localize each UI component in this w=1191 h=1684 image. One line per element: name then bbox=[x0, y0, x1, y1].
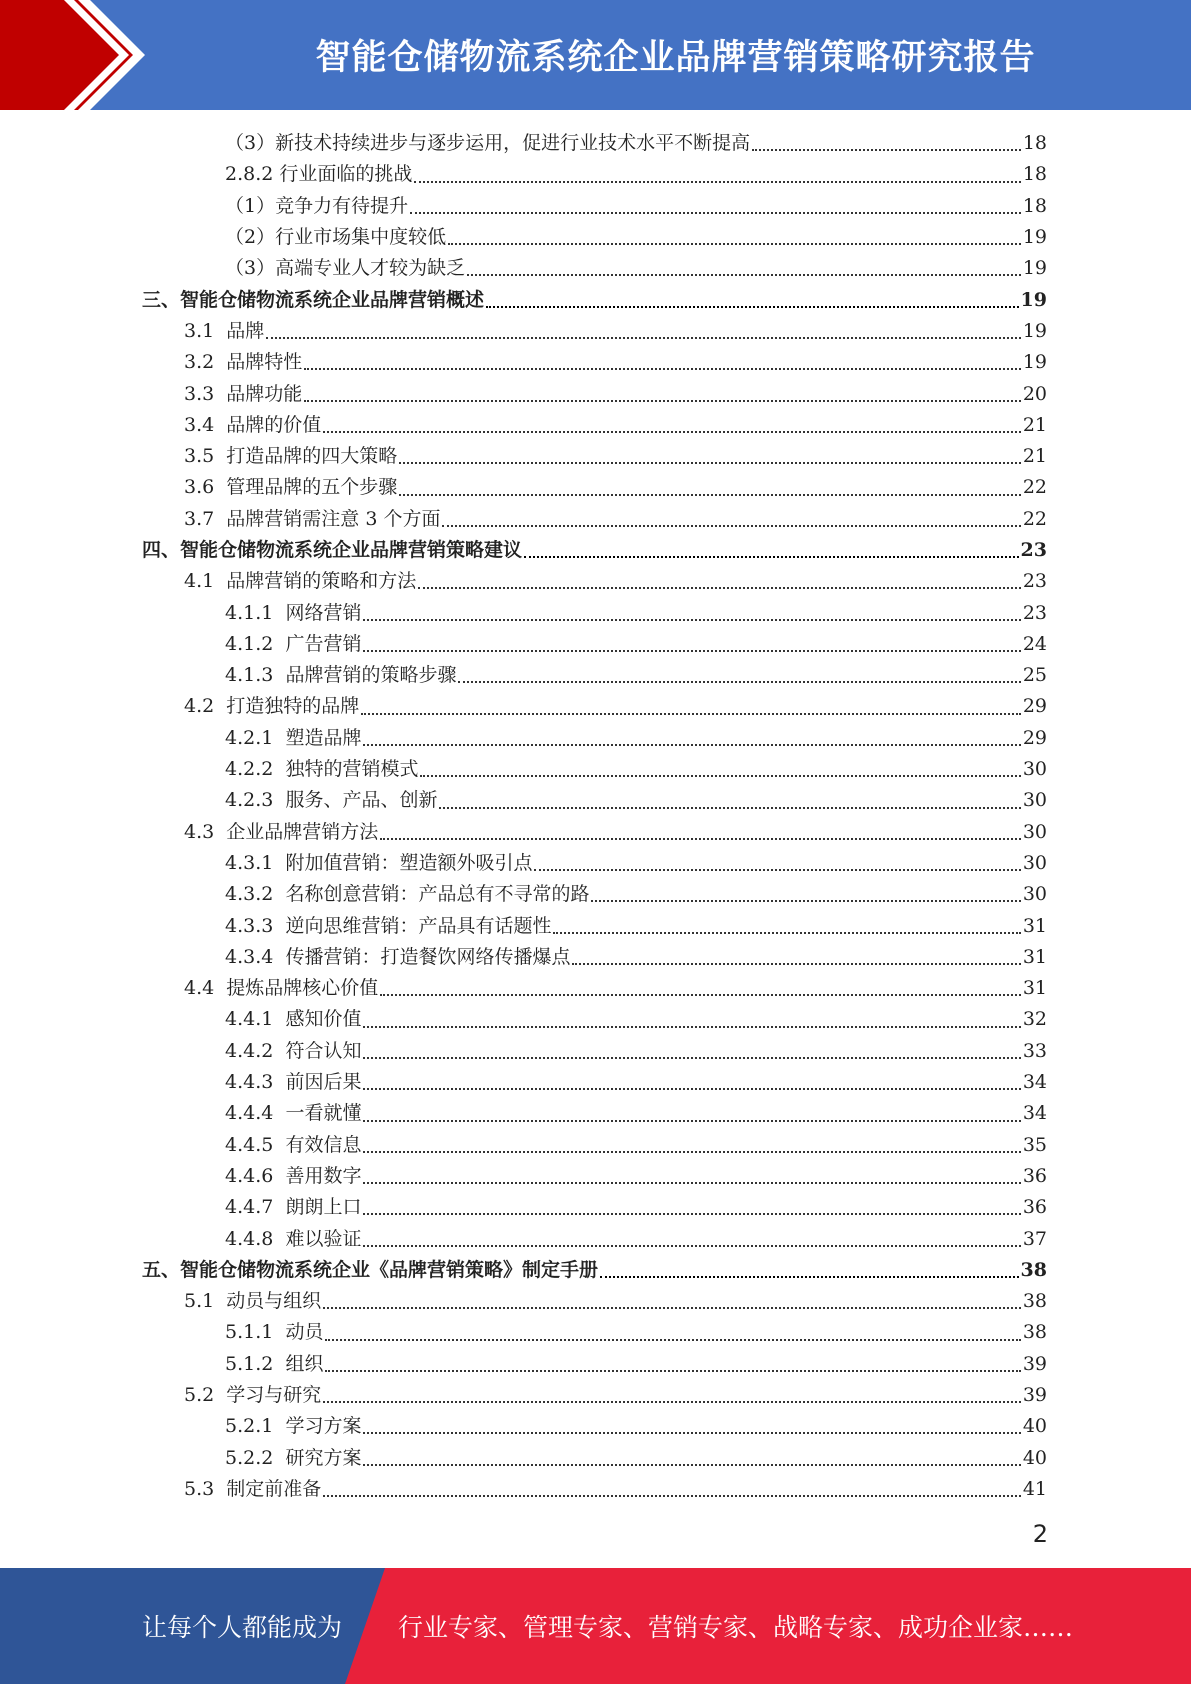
toc-entry[interactable] bbox=[142, 879, 1047, 910]
toc-entry-page: 38 bbox=[1022, 1290, 1047, 1313]
toc-entry-page: 20 bbox=[1022, 382, 1047, 405]
toc-entry-title: 品牌功能 bbox=[226, 382, 303, 405]
toc-entry-page: 30 bbox=[1022, 789, 1047, 812]
report-title: 智能仓储物流系统企业品牌营销策略研究报告 bbox=[315, 38, 1036, 78]
toc-entry-number: 4.1.2 bbox=[225, 632, 286, 655]
toc-entry-number: 4.4.5 bbox=[225, 1133, 286, 1156]
page-number: 2 bbox=[1032, 1520, 1048, 1548]
toc-entry-page: 18 bbox=[1022, 194, 1047, 217]
toc-dot-leader bbox=[363, 1181, 1020, 1184]
toc-dot-leader bbox=[399, 493, 1021, 496]
toc-entry[interactable] bbox=[142, 566, 1047, 597]
toc-entry-title: 企业品牌营销方法 bbox=[226, 820, 379, 843]
toc-entry-title: 符合认知 bbox=[285, 1039, 362, 1062]
toc-entry-page: 19 bbox=[1022, 257, 1047, 280]
toc-entry-number: 3.7 bbox=[184, 507, 227, 530]
toc-entry-title: 品牌营销需注意 3 个方面 bbox=[226, 507, 441, 530]
toc-entry-page: 39 bbox=[1022, 1352, 1047, 1375]
toc-entry-title: 传播营销：打造餐饮网络传播爆点 bbox=[285, 945, 571, 968]
toc-entry-page: 30 bbox=[1022, 851, 1047, 874]
toc-entry-number: 4.1.3 bbox=[225, 664, 286, 687]
toc-entry-page: 25 bbox=[1022, 664, 1047, 687]
toc-entry-number: 4.3.1 bbox=[225, 851, 286, 874]
toc-dot-leader bbox=[572, 962, 1020, 965]
toc-entry-title: 品牌 bbox=[226, 319, 265, 342]
toc-dot-leader bbox=[410, 211, 1021, 214]
toc-entry-title: 品牌营销的策略和方法 bbox=[226, 570, 417, 593]
toc-entry-number: 3.1 bbox=[184, 319, 227, 342]
toc-entry[interactable] bbox=[142, 222, 1047, 253]
toc-entry-page: 31 bbox=[1022, 945, 1047, 968]
toc-entry-page: 30 bbox=[1022, 883, 1047, 906]
toc-entry-number: 3.2 bbox=[184, 351, 227, 374]
toc-entry-page: 38 bbox=[1020, 1258, 1047, 1281]
table-of-contents bbox=[142, 128, 1047, 1505]
toc-dot-leader bbox=[363, 743, 1020, 746]
toc-entry[interactable] bbox=[142, 1004, 1047, 1035]
toc-entry-number: 4.1.1 bbox=[225, 601, 286, 624]
toc-entry-page: 18 bbox=[1022, 132, 1047, 155]
page-footer bbox=[0, 1568, 1191, 1684]
toc-entry-page: 37 bbox=[1022, 1227, 1047, 1250]
toc-entry-page: 34 bbox=[1022, 1071, 1047, 1094]
toc-dot-leader bbox=[323, 1306, 1021, 1309]
toc-entry-title: 前因后果 bbox=[285, 1071, 362, 1094]
toc-entry-number: 4.4.7 bbox=[225, 1196, 286, 1219]
footer-slogan-right: 行业专家、管理专家、营销专家、战略专家、成功企业家…… bbox=[398, 1613, 1074, 1642]
footer-slogan-left: 让每个人都能成为 bbox=[142, 1613, 343, 1642]
toc-entry[interactable] bbox=[142, 159, 1047, 190]
toc-entry[interactable] bbox=[142, 629, 1047, 660]
toc-entry-number: 4.3.4 bbox=[225, 945, 286, 968]
toc-dot-leader bbox=[323, 1494, 1021, 1497]
toc-entry-number: 4.1 bbox=[184, 570, 227, 593]
toc-entry-page: 31 bbox=[1022, 977, 1047, 1000]
toc-entry-page: 36 bbox=[1022, 1196, 1047, 1219]
toc-entry[interactable] bbox=[142, 441, 1047, 472]
toc-entry-number: 4.4.1 bbox=[225, 1008, 286, 1031]
toc-entry-number: 4.2.2 bbox=[225, 758, 286, 781]
toc-dot-leader bbox=[752, 148, 1021, 151]
toc-entry-title: 研究方案 bbox=[285, 1446, 362, 1469]
toc-entry-page: 24 bbox=[1022, 632, 1047, 655]
toc-dot-leader bbox=[534, 868, 1020, 871]
toc-entry-title: 广告营销 bbox=[285, 632, 362, 655]
toc-entry-page: 19 bbox=[1022, 226, 1047, 249]
toc-entry-page: 41 bbox=[1022, 1477, 1047, 1500]
toc-entry-page: 22 bbox=[1022, 476, 1047, 499]
toc-entry-number: 4.3.3 bbox=[225, 914, 286, 937]
toc-entry-title: （1）竞争力有待提升 bbox=[225, 194, 409, 217]
toc-entry-title: 一看就懂 bbox=[285, 1102, 362, 1125]
toc-entry-title: 独特的营销模式 bbox=[285, 758, 419, 781]
toc-entry-number: 4.4.3 bbox=[225, 1071, 286, 1094]
toc-entry[interactable] bbox=[142, 1349, 1047, 1380]
toc-entry[interactable] bbox=[142, 973, 1047, 1004]
toc-dot-leader bbox=[414, 180, 1020, 183]
toc-entry-title: 名称创意营销：产品总有不寻常的路 bbox=[285, 883, 590, 906]
toc-entry-title: 打造品牌的四大策略 bbox=[226, 445, 398, 468]
toc-dot-leader bbox=[399, 461, 1021, 464]
toc-entry-number: 3.3 bbox=[184, 382, 227, 405]
toc-dot-leader bbox=[600, 1275, 1019, 1278]
toc-entry-page: 19 bbox=[1022, 319, 1047, 342]
toc-entry-title: 塑造品牌 bbox=[285, 726, 362, 749]
toc-entry-number: 2.8.2 bbox=[225, 163, 280, 186]
toc-dot-leader bbox=[442, 524, 1020, 527]
toc-entry-title: 品牌的价值 bbox=[226, 413, 322, 436]
toc-entry-page: 36 bbox=[1022, 1164, 1047, 1187]
toc-entry[interactable] bbox=[142, 1286, 1047, 1317]
toc-entry-number: 5.2 bbox=[184, 1384, 227, 1407]
toc-entry-title: 朗朗上口 bbox=[285, 1196, 362, 1219]
toc-entry[interactable] bbox=[142, 191, 1047, 222]
toc-entry-number: 5.1.2 bbox=[225, 1352, 286, 1375]
toc-entry-page: 29 bbox=[1022, 726, 1047, 749]
toc-entry[interactable] bbox=[142, 1161, 1047, 1192]
toc-entry[interactable] bbox=[142, 1192, 1047, 1223]
toc-dot-leader bbox=[363, 1212, 1020, 1215]
toc-entry-number: 4.4.2 bbox=[225, 1039, 286, 1062]
toc-entry-number: 5.3 bbox=[184, 1477, 227, 1500]
toc-dot-leader bbox=[363, 618, 1020, 621]
toc-dot-leader bbox=[323, 1400, 1021, 1403]
toc-entry[interactable] bbox=[142, 754, 1047, 785]
toc-entry[interactable] bbox=[142, 253, 1047, 284]
toc-dot-leader bbox=[553, 931, 1020, 934]
toc-entry-title: 善用数字 bbox=[285, 1164, 362, 1187]
toc-entry-page: 23 bbox=[1022, 601, 1047, 624]
toc-entry-number: 3.4 bbox=[184, 413, 227, 436]
toc-dot-leader bbox=[363, 1025, 1020, 1028]
toc-entry[interactable] bbox=[142, 472, 1047, 503]
toc-dot-leader bbox=[363, 1119, 1020, 1122]
toc-entry-title: 感知价值 bbox=[285, 1008, 362, 1031]
toc-dot-leader bbox=[363, 1150, 1020, 1153]
toc-entry-title: （2）行业市场集中度较低 bbox=[225, 226, 447, 249]
toc-dot-leader bbox=[325, 1369, 1020, 1372]
toc-entry-number: 5.1 bbox=[184, 1290, 227, 1313]
toc-entry-title: 行业面临的挑战 bbox=[279, 163, 413, 186]
toc-dot-leader bbox=[361, 712, 1021, 715]
toc-dot-leader bbox=[363, 1463, 1020, 1466]
toc-entry[interactable] bbox=[142, 347, 1047, 378]
toc-entry-number: 4.2.1 bbox=[225, 726, 286, 749]
toc-entry-number: 4.4.6 bbox=[225, 1164, 286, 1187]
toc-entry[interactable] bbox=[142, 284, 1047, 315]
toc-entry-page: 21 bbox=[1022, 445, 1047, 468]
toc-entry-number: 5.2.2 bbox=[225, 1446, 286, 1469]
toc-entry-title: 学习方案 bbox=[285, 1415, 362, 1438]
toc-dot-leader bbox=[524, 555, 1019, 558]
toc-entry[interactable] bbox=[142, 535, 1047, 566]
toc-entry-page: 19 bbox=[1022, 351, 1047, 374]
header-chevron-graphic bbox=[0, 0, 160, 110]
toc-entry-title: 组织 bbox=[285, 1352, 324, 1375]
toc-entry-page: 19 bbox=[1020, 288, 1047, 311]
toc-entry-title: （3）新技术持续进步与逐步运用，促进行业技术水平不断提高 bbox=[225, 132, 751, 155]
toc-entry-title: 服务、产品、创新 bbox=[285, 789, 438, 812]
toc-entry-page: 23 bbox=[1022, 570, 1047, 593]
toc-entry-title: 四、智能仓储物流系统企业品牌营销策略建议 bbox=[142, 539, 523, 561]
toc-entry[interactable] bbox=[142, 1067, 1047, 1098]
toc-entry-title: 动员与组织 bbox=[226, 1290, 322, 1313]
toc-dot-leader bbox=[439, 806, 1020, 809]
toc-dot-leader bbox=[325, 1338, 1020, 1341]
toc-entry-page: 33 bbox=[1022, 1039, 1047, 1062]
toc-entry-number: 4.4.4 bbox=[225, 1102, 286, 1125]
toc-entry-number: 3.6 bbox=[184, 476, 227, 499]
toc-entry-title: 难以验证 bbox=[285, 1227, 362, 1250]
toc-entry-number: 4.2.3 bbox=[225, 789, 286, 812]
toc-entry[interactable] bbox=[142, 942, 1047, 973]
toc-entry[interactable] bbox=[142, 378, 1047, 409]
toc-dot-leader bbox=[304, 399, 1021, 402]
toc-entry-title: 三、智能仓储物流系统企业品牌营销概述 bbox=[142, 288, 485, 311]
toc-entry[interactable] bbox=[142, 785, 1047, 816]
toc-entry-number: 4.4.8 bbox=[225, 1227, 286, 1250]
toc-entry-page: 22 bbox=[1022, 507, 1047, 530]
toc-dot-leader bbox=[266, 336, 1021, 339]
toc-entry[interactable] bbox=[142, 848, 1047, 879]
toc-entry-title: 制定前准备 bbox=[226, 1477, 322, 1500]
toc-dot-leader bbox=[363, 1056, 1020, 1059]
toc-entry[interactable] bbox=[142, 1036, 1047, 1067]
toc-entry-page: 18 bbox=[1022, 163, 1047, 186]
toc-entry-title: 提炼品牌核心价值 bbox=[226, 977, 379, 1000]
toc-entry-page: 30 bbox=[1022, 758, 1047, 781]
toc-dot-leader bbox=[323, 430, 1021, 433]
toc-entry-number: 4.3 bbox=[184, 820, 227, 843]
page-header bbox=[0, 0, 1191, 110]
toc-dot-leader bbox=[458, 680, 1020, 683]
toc-entry[interactable] bbox=[142, 597, 1047, 628]
toc-entry[interactable] bbox=[142, 817, 1047, 848]
toc-dot-leader bbox=[448, 242, 1021, 245]
toc-entry-title: 网络营销 bbox=[285, 601, 362, 624]
toc-entry-title: 附加值营销：塑造额外吸引点 bbox=[285, 851, 533, 874]
toc-entry-title: 品牌特性 bbox=[226, 351, 303, 374]
toc-entry-page: 34 bbox=[1022, 1102, 1047, 1125]
toc-entry[interactable] bbox=[142, 910, 1047, 941]
toc-entry[interactable] bbox=[142, 1317, 1047, 1348]
toc-entry-number: 4.2 bbox=[184, 695, 227, 718]
toc-entry-title: 逆向思维营销：产品具有话题性 bbox=[285, 914, 552, 937]
toc-entry-number: 4.4 bbox=[184, 977, 227, 1000]
toc-entry[interactable] bbox=[142, 316, 1047, 347]
toc-dot-leader bbox=[418, 586, 1021, 589]
toc-entry-number: 4.3.2 bbox=[225, 883, 286, 906]
toc-dot-leader bbox=[486, 305, 1019, 308]
toc-entry-page: 38 bbox=[1022, 1321, 1047, 1344]
toc-entry-page: 40 bbox=[1022, 1415, 1047, 1438]
toc-entry-title: 五、智能仓储物流系统企业《品牌营销策略》制定手册 bbox=[142, 1258, 599, 1281]
toc-entry[interactable] bbox=[142, 1223, 1047, 1254]
toc-entry[interactable] bbox=[142, 691, 1047, 722]
toc-entry-page: 21 bbox=[1022, 413, 1047, 436]
toc-entry-page: 23 bbox=[1020, 539, 1047, 561]
toc-entry[interactable] bbox=[142, 1411, 1047, 1442]
toc-entry-title: 动员 bbox=[285, 1321, 324, 1344]
toc-entry[interactable] bbox=[142, 1255, 1047, 1286]
toc-entry-title: 学习与研究 bbox=[226, 1384, 322, 1407]
toc-entry-number: 3.5 bbox=[184, 445, 227, 468]
toc-entry[interactable] bbox=[142, 1380, 1047, 1411]
toc-dot-leader bbox=[363, 649, 1020, 652]
toc-dot-leader bbox=[420, 774, 1020, 777]
toc-entry-number: 5.2.1 bbox=[225, 1415, 286, 1438]
toc-entry[interactable] bbox=[142, 128, 1047, 159]
toc-dot-leader bbox=[591, 899, 1020, 902]
toc-entry-title: 打造独特的品牌 bbox=[226, 695, 360, 718]
toc-entry[interactable] bbox=[142, 660, 1047, 691]
toc-entry[interactable] bbox=[142, 1442, 1047, 1473]
toc-entry-page: 32 bbox=[1022, 1008, 1047, 1031]
toc-entry-title: 管理品牌的五个步骤 bbox=[226, 476, 398, 499]
toc-entry-title: 品牌营销的策略步骤 bbox=[285, 664, 457, 687]
toc-dot-leader bbox=[363, 1431, 1020, 1434]
toc-entry-page: 30 bbox=[1022, 820, 1047, 843]
toc-entry[interactable] bbox=[142, 1130, 1047, 1161]
toc-entry[interactable] bbox=[142, 723, 1047, 754]
toc-entry[interactable] bbox=[142, 504, 1047, 535]
toc-entry-page: 39 bbox=[1022, 1384, 1047, 1407]
toc-dot-leader bbox=[380, 837, 1021, 840]
toc-entry-title: （3）高端专业人才较为缺乏 bbox=[225, 257, 466, 280]
toc-entry-page: 31 bbox=[1022, 914, 1047, 937]
toc-entry[interactable] bbox=[142, 410, 1047, 441]
toc-dot-leader bbox=[467, 273, 1021, 276]
toc-entry[interactable] bbox=[142, 1474, 1047, 1505]
toc-dot-leader bbox=[363, 1087, 1020, 1090]
toc-dot-leader bbox=[380, 993, 1021, 996]
toc-entry-title: 有效信息 bbox=[285, 1133, 362, 1156]
toc-dot-leader bbox=[363, 1244, 1020, 1247]
toc-entry[interactable] bbox=[142, 1098, 1047, 1129]
toc-entry-number: 5.1.1 bbox=[225, 1321, 286, 1344]
toc-entry-page: 29 bbox=[1022, 695, 1047, 718]
toc-dot-leader bbox=[304, 367, 1021, 370]
toc-entry-page: 35 bbox=[1022, 1133, 1047, 1156]
toc-entry-page: 40 bbox=[1022, 1446, 1047, 1469]
